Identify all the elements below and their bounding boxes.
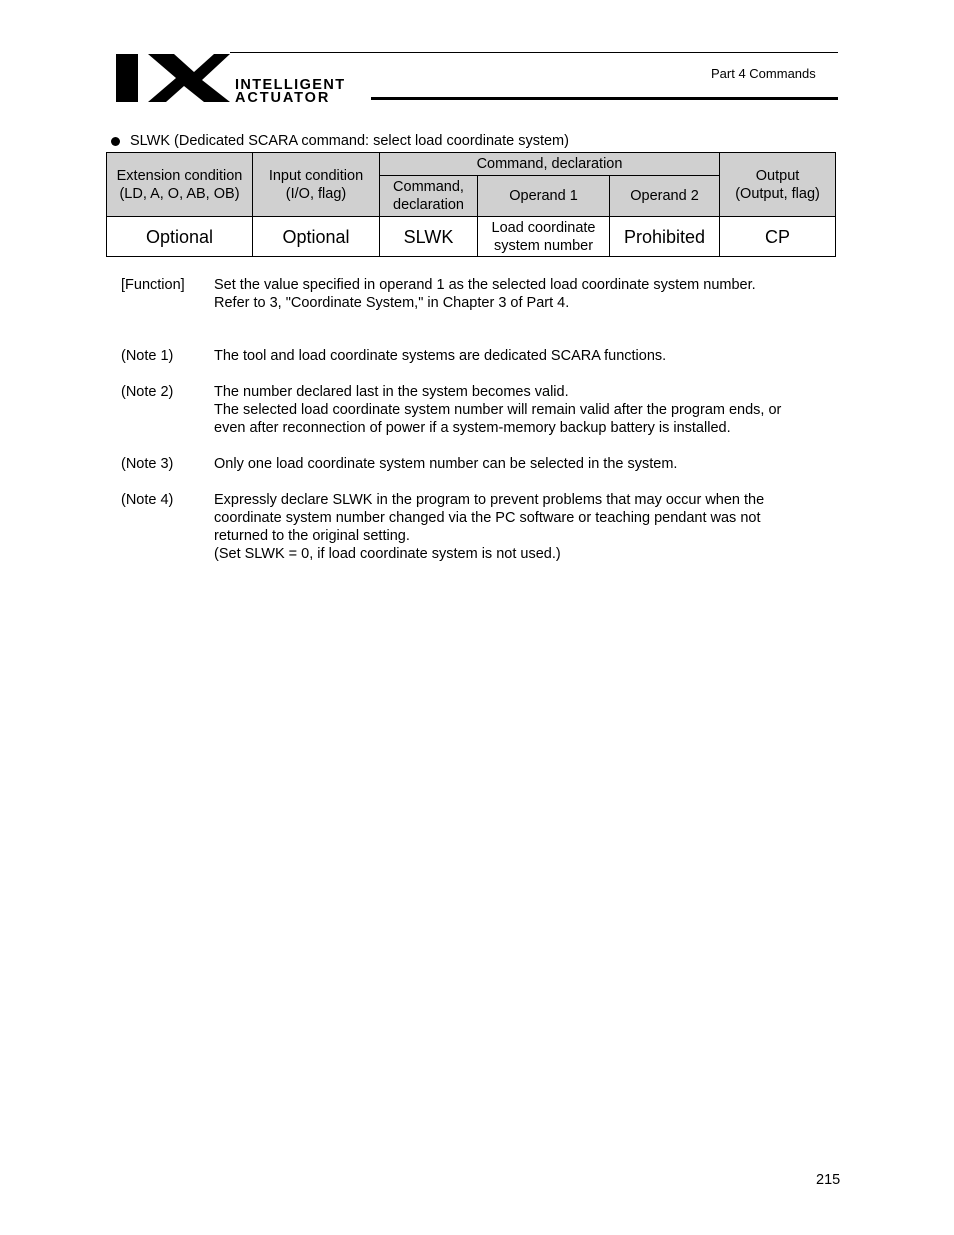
header-output: Output (Output, flag) — [720, 153, 836, 217]
function-text — [214, 276, 756, 312]
bullet-icon — [111, 137, 120, 146]
ix-logo — [114, 50, 396, 106]
header-command-declaration: Command, declaration — [380, 176, 478, 217]
command-table — [106, 152, 836, 257]
header-command-declaration-group: Command, declaration — [380, 153, 720, 176]
note-line: The number declared last in the system becomes valid. — [214, 384, 569, 400]
function-line: Set the value specified in operand 1 as the selected load coordinate system number. — [214, 277, 756, 293]
header-input-condition: Input condition (I/O, flag) — [253, 153, 380, 217]
note-line: coordinate system number changed via the PC software or teaching pendant was not — [214, 510, 761, 526]
svg-text:INTELLIGENT: INTELLIGENT — [235, 77, 346, 93]
header-extension-condition: Extension condition (LD, A, O, AB, OB) — [107, 153, 253, 217]
cell-extension-condition: Optional — [107, 217, 253, 257]
header-rule-top — [230, 52, 838, 53]
command-heading — [109, 133, 569, 149]
function-line: Refer to 3, "Coordinate System," in Chapter 3 of Part 4. — [214, 295, 570, 311]
cell-operand2: Prohibited — [610, 217, 720, 257]
header-rule-bottom-thin — [230, 91, 390, 92]
header-operand1: Operand 1 — [478, 176, 610, 217]
cell-operand1: Load coordinate system number — [478, 217, 610, 257]
note-4-text — [214, 491, 764, 563]
note-line: Expressly declare SLWK in the program to prevent problems that may occur when the — [214, 492, 765, 508]
note-1-label: (Note 1) — [121, 348, 174, 364]
note-2-label: (Note 2) — [121, 384, 174, 400]
function-label: [Function] — [121, 277, 185, 293]
note-3-label: (Note 3) — [121, 456, 174, 472]
page-number: 215 — [816, 1172, 841, 1188]
note-line: The tool and load coordinate systems are dedicated SCARA functions. — [214, 348, 667, 364]
command-heading-text: SLWK (Dedicated SCARA command: select load coordinate system) — [130, 133, 569, 149]
note-line: (Set SLWK = 0, if load coordinate system is not used.) — [214, 546, 561, 562]
cell-output: CP — [720, 217, 836, 257]
note-4-label: (Note 4) — [121, 492, 174, 508]
header-rule-bottom — [371, 97, 838, 100]
section-label: Part 4 Commands — [711, 66, 816, 81]
note-1-text — [214, 347, 666, 365]
svg-text:ACTUATOR: ACTUATOR — [235, 90, 331, 106]
note-line: Only one load coordinate system number can be selected in the system. — [214, 456, 678, 472]
note-3-text — [214, 455, 677, 473]
note-line: even after reconnection of power if a system-memory backup battery is installed. — [214, 420, 731, 436]
note-line: returned to the original setting. — [214, 528, 410, 544]
cell-input-condition: Optional — [253, 217, 380, 257]
note-line: The selected load coordinate system number will remain valid after the program ends, or — [214, 402, 782, 418]
header-operand2: Operand 2 — [610, 176, 720, 217]
note-2-text — [214, 383, 781, 437]
cell-command: SLWK — [380, 217, 478, 257]
